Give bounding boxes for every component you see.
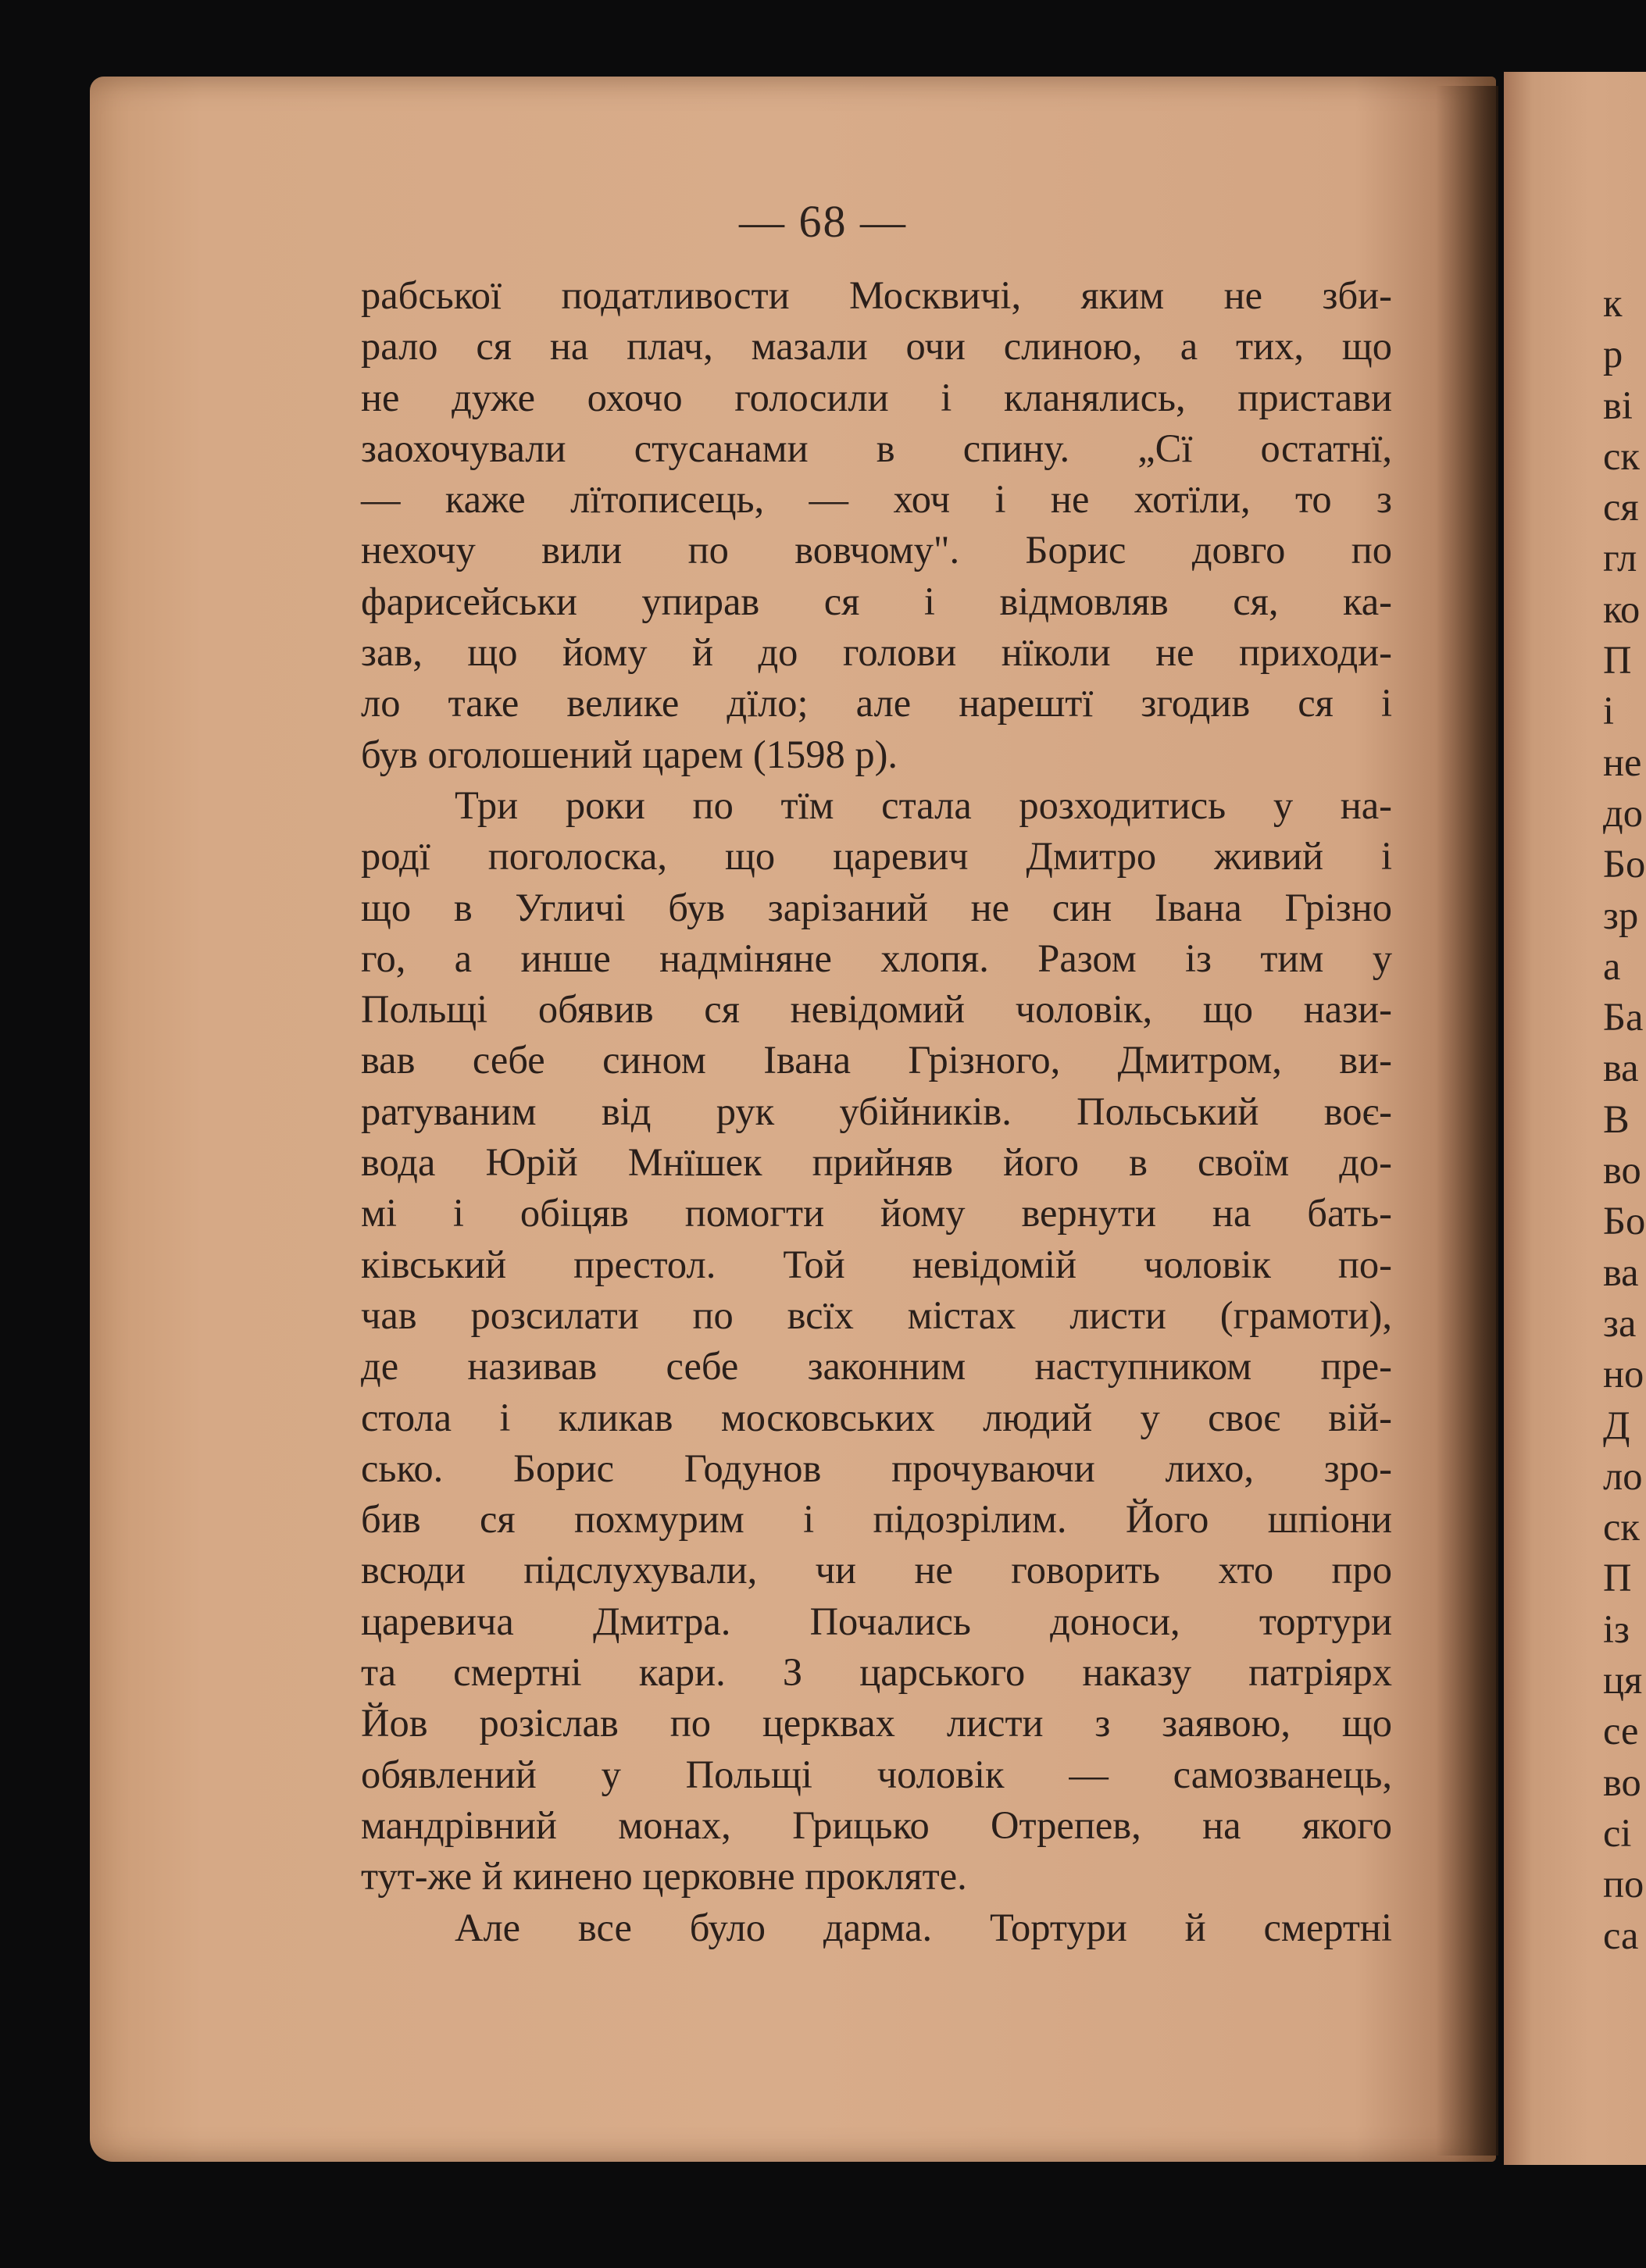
text-line: бив ся похмурим і підозрілим. Його шпіони xyxy=(361,1497,1392,1542)
facing-page-fragment: са xyxy=(1603,1913,1639,1957)
text-line: сько. Борис Годунов прочуваючи лихо, зро- xyxy=(361,1446,1392,1490)
text-line: нехочу вили по вовчому". Борис довго по xyxy=(361,528,1392,572)
facing-page-fragment: В xyxy=(1603,1097,1630,1141)
text-line: зав, що йому й до голови нїколи не приходи- xyxy=(361,630,1392,675)
facing-page-fragment: до xyxy=(1603,790,1643,835)
facing-page-fragment: ло xyxy=(1603,1453,1643,1498)
facing-page-fragment: не xyxy=(1603,740,1642,784)
facing-page-fragment: Д xyxy=(1603,1403,1630,1447)
facing-page-fragment: к xyxy=(1603,281,1623,325)
facing-page-fragment: Бо xyxy=(1603,1199,1646,1243)
page-number: — 68 — xyxy=(739,196,907,247)
facing-page-fragment: Ба xyxy=(1603,995,1644,1040)
text-line: мі і обіцяв помогти йому вернути на бать- xyxy=(361,1191,1392,1236)
text-line: рабської податливости Москвичі, яким не зби- xyxy=(361,273,1392,317)
text-line: обявлений у Польщі чоловік — самозванець, xyxy=(361,1752,1392,1796)
text-line: не дуже охочо голосили і кланялись, пристави xyxy=(361,375,1392,419)
text-line: царевича Дмитра. Почались доноси, тортури xyxy=(361,1599,1392,1643)
facing-page-fragment: сі xyxy=(1603,1810,1632,1855)
facing-page-fragment: ко xyxy=(1603,587,1641,631)
facing-page-fragment: ся xyxy=(1603,485,1639,530)
page-gutter-shadow xyxy=(1436,86,1498,2156)
body-text xyxy=(361,270,1392,1953)
text-line: вода Юрій Мнїшек прийняв його в своїм до- xyxy=(361,1140,1392,1185)
facing-page-fragment: зр xyxy=(1603,893,1639,937)
text-line: що в Угличі був зарізаний не син Івана Грізно xyxy=(361,885,1392,929)
facing-page-fragment: ва xyxy=(1603,1046,1639,1090)
text-line: тут-же й кинено церковне прокляте. xyxy=(361,1854,967,1899)
facing-page-fragment: ві xyxy=(1603,383,1633,427)
facing-page-fragment: ск xyxy=(1603,433,1640,478)
facing-page-fragment: се xyxy=(1603,1709,1639,1753)
facing-page-fragment: П xyxy=(1603,1556,1632,1600)
text-line: чав розсилати по всїх містах листи (грамоти), xyxy=(361,1293,1392,1337)
text-line: був оголошений царем (1598 р). xyxy=(361,732,898,776)
facing-page-fragment: но xyxy=(1603,1352,1644,1396)
text-line: вав себе сином Івана Грізного, Дмитром, ви- xyxy=(361,1038,1392,1082)
facing-page-fragment: П xyxy=(1603,638,1632,683)
facing-page-fragment: а xyxy=(1603,943,1621,988)
text-line: рало ся на плач, мазали очи слиною, а тих, що xyxy=(361,324,1392,369)
text-line: го, а инше надміняне хлопя. Разом із тим у xyxy=(361,936,1392,980)
text-line: всюди підслухували, чи не говорить хто про xyxy=(361,1548,1392,1592)
text-line: та смертні кари. З царського наказу патріярх xyxy=(361,1650,1392,1695)
text-line: де називав себе законним наступником пре- xyxy=(361,1344,1392,1389)
facing-page-fragment: Бо xyxy=(1603,842,1646,886)
text-line: Йов розіслав по церквах листи з заявою, що xyxy=(361,1701,1392,1746)
text-line: родї поголоска, що царевич Дмитро живий і xyxy=(361,834,1392,879)
facing-page-fragment: во xyxy=(1603,1148,1641,1193)
text-line: — каже лїтописець, — хоч і не хотїли, то з xyxy=(361,477,1392,522)
facing-page-fragment: ця xyxy=(1603,1658,1643,1703)
text-line: ківський престол. Той невідомій чоловік по- xyxy=(361,1242,1392,1286)
text-line: ратуваним від рук убійників. Польський воє- xyxy=(361,1089,1392,1133)
facing-page-fragment: р xyxy=(1603,332,1623,376)
facing-page-fragment: гл xyxy=(1603,536,1637,580)
text-line: ло таке велике дїло; але нарештї згодив ся і xyxy=(361,681,1392,726)
facing-page-fragment: ск xyxy=(1603,1505,1640,1549)
facing-page-fragment: ва xyxy=(1603,1250,1639,1294)
text-line: Польщі обявив ся невідомий чоловік, що нази- xyxy=(361,987,1392,1032)
text-line: стола і кликав московських людий у своє вій- xyxy=(361,1395,1392,1439)
text-line: заохочували стусанами в спину. „Сї остатнї, xyxy=(361,426,1392,470)
text-line: фарисейськи упирав ся і відмовляв ся, ка- xyxy=(361,579,1392,623)
paragraph-start-line: Три роки по тїм стала розходитись у на- xyxy=(455,783,1392,827)
paragraph-start-line: Але все було дарма. Тортури й смертні xyxy=(455,1905,1392,1949)
facing-page-text xyxy=(1603,278,1646,1961)
facing-page-fragment: во xyxy=(1603,1760,1641,1804)
text-line: мандрівний монах, Грицько Отрепев, на якого xyxy=(361,1803,1392,1847)
facing-page-fragment: за xyxy=(1603,1300,1637,1345)
facing-page-fragment: із xyxy=(1603,1606,1630,1651)
facing-page-fragment: по xyxy=(1603,1862,1644,1906)
facing-page-fragment: і xyxy=(1603,689,1615,733)
